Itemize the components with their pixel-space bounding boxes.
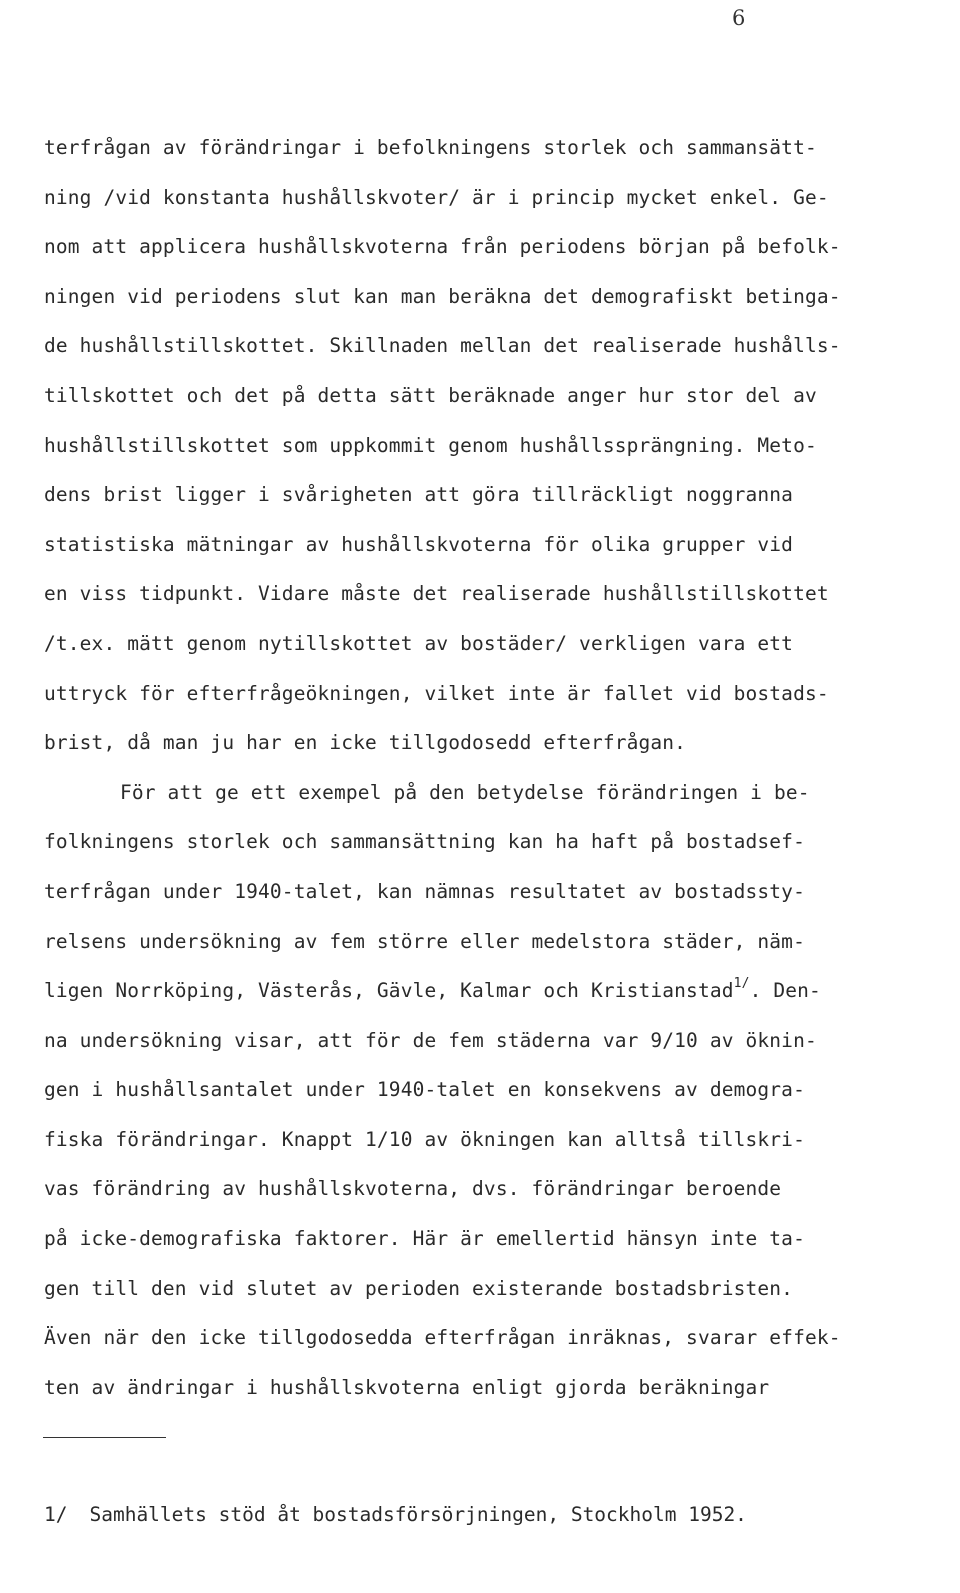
text-line: nom att applicera hushållskvoterna från periodens början på befolk- xyxy=(44,235,841,259)
text-line: /t.ex. mätt genom nytillskottet av bostäder/ verkligen vara ett xyxy=(44,631,794,655)
text-line: ning /vid konstanta hushållskvoter/ är i princip mycket enkel. Ge- xyxy=(44,185,829,209)
text-line: vas förändring av hushållskvoterna, dvs. förändringar beroende xyxy=(44,1177,782,1201)
text-line: gen till den vid slutet av perioden existerande bostadsbristen. xyxy=(44,1276,794,1300)
text-line: de hushållstillskottet. Skillnaden mellan det realiserade hushålls- xyxy=(44,334,841,358)
text-line: gen i hushållsantalet under 1940-talet en konsekvens av demogra- xyxy=(44,1078,805,1102)
footnote-text: Samhällets stöd åt bostadsförsörjningen, Stockholm 1952. xyxy=(89,1503,747,1526)
text-line: dens brist ligger i svårigheten att göra tillräckligt noggranna xyxy=(44,483,794,507)
text-line: folkningens storlek och sammansättning kan ha haft på bostadsef- xyxy=(44,830,805,854)
page-number: 6 xyxy=(732,6,746,30)
text-line-segment: . Den- xyxy=(749,979,821,1003)
text-line-segment: ligen Norrköping, Västerås, Gävle, Kalmar och Kristianstad xyxy=(44,979,734,1003)
text-line: terfrågan av förändringar i befolkningens storlek och sammansätt- xyxy=(44,136,817,159)
footnote xyxy=(44,1503,747,1527)
text-line: terfrågan under 1940-talet, kan nämnas resultatet av bostadssty- xyxy=(44,879,805,903)
footnote-marker: 1/ xyxy=(44,1503,68,1526)
text-line: på icke-demografiska faktorer. Här är emellertid hänsyn inte ta- xyxy=(44,1227,805,1251)
text-line: relsens undersökning av fem större eller medelstora städer, näm- xyxy=(44,929,805,953)
paragraph-start-line: För att ge ett exempel på den betydelse förändringen i be- xyxy=(120,780,810,804)
text-line: uttryck för efterfrågeökningen, vilket inte är fallet vid bostads- xyxy=(44,681,829,705)
text-line-with-footnote xyxy=(44,966,924,1016)
footnote-reference: 1/ xyxy=(733,976,750,992)
text-line: ten av ändringar i hushållskvoterna enligt gjorda beräkningar xyxy=(44,1375,770,1399)
body-text xyxy=(44,123,924,1412)
text-line: statistiska mätningar av hushållskvoterna för olika grupper vid xyxy=(44,532,794,556)
text-line: brist, då man ju har en icke tillgodosedd efterfrågan. xyxy=(44,731,687,755)
text-line: na undersökning visar, att för de fem städerna var 9/10 av öknin- xyxy=(44,1028,817,1052)
text-line: hushållstillskottet som uppkommit genom hushållssprängning. Meto- xyxy=(44,433,817,457)
text-line: en viss tidpunkt. Vidare måste det realiserade hushållstillskottet xyxy=(44,582,829,606)
text-line: tillskottet och det på detta sätt beräknade anger hur stor del av xyxy=(44,383,817,407)
text-line: Även när den icke tillgodosedda efterfrågan inräknas, svarar effek- xyxy=(44,1326,841,1350)
text-line: ningen vid periodens slut kan man beräkna det demografiskt betinga- xyxy=(44,284,841,308)
footnote-divider xyxy=(43,1437,166,1438)
text-line: fiska förändringar. Knappt 1/10 av ökningen kan alltså tillskri- xyxy=(44,1127,805,1151)
